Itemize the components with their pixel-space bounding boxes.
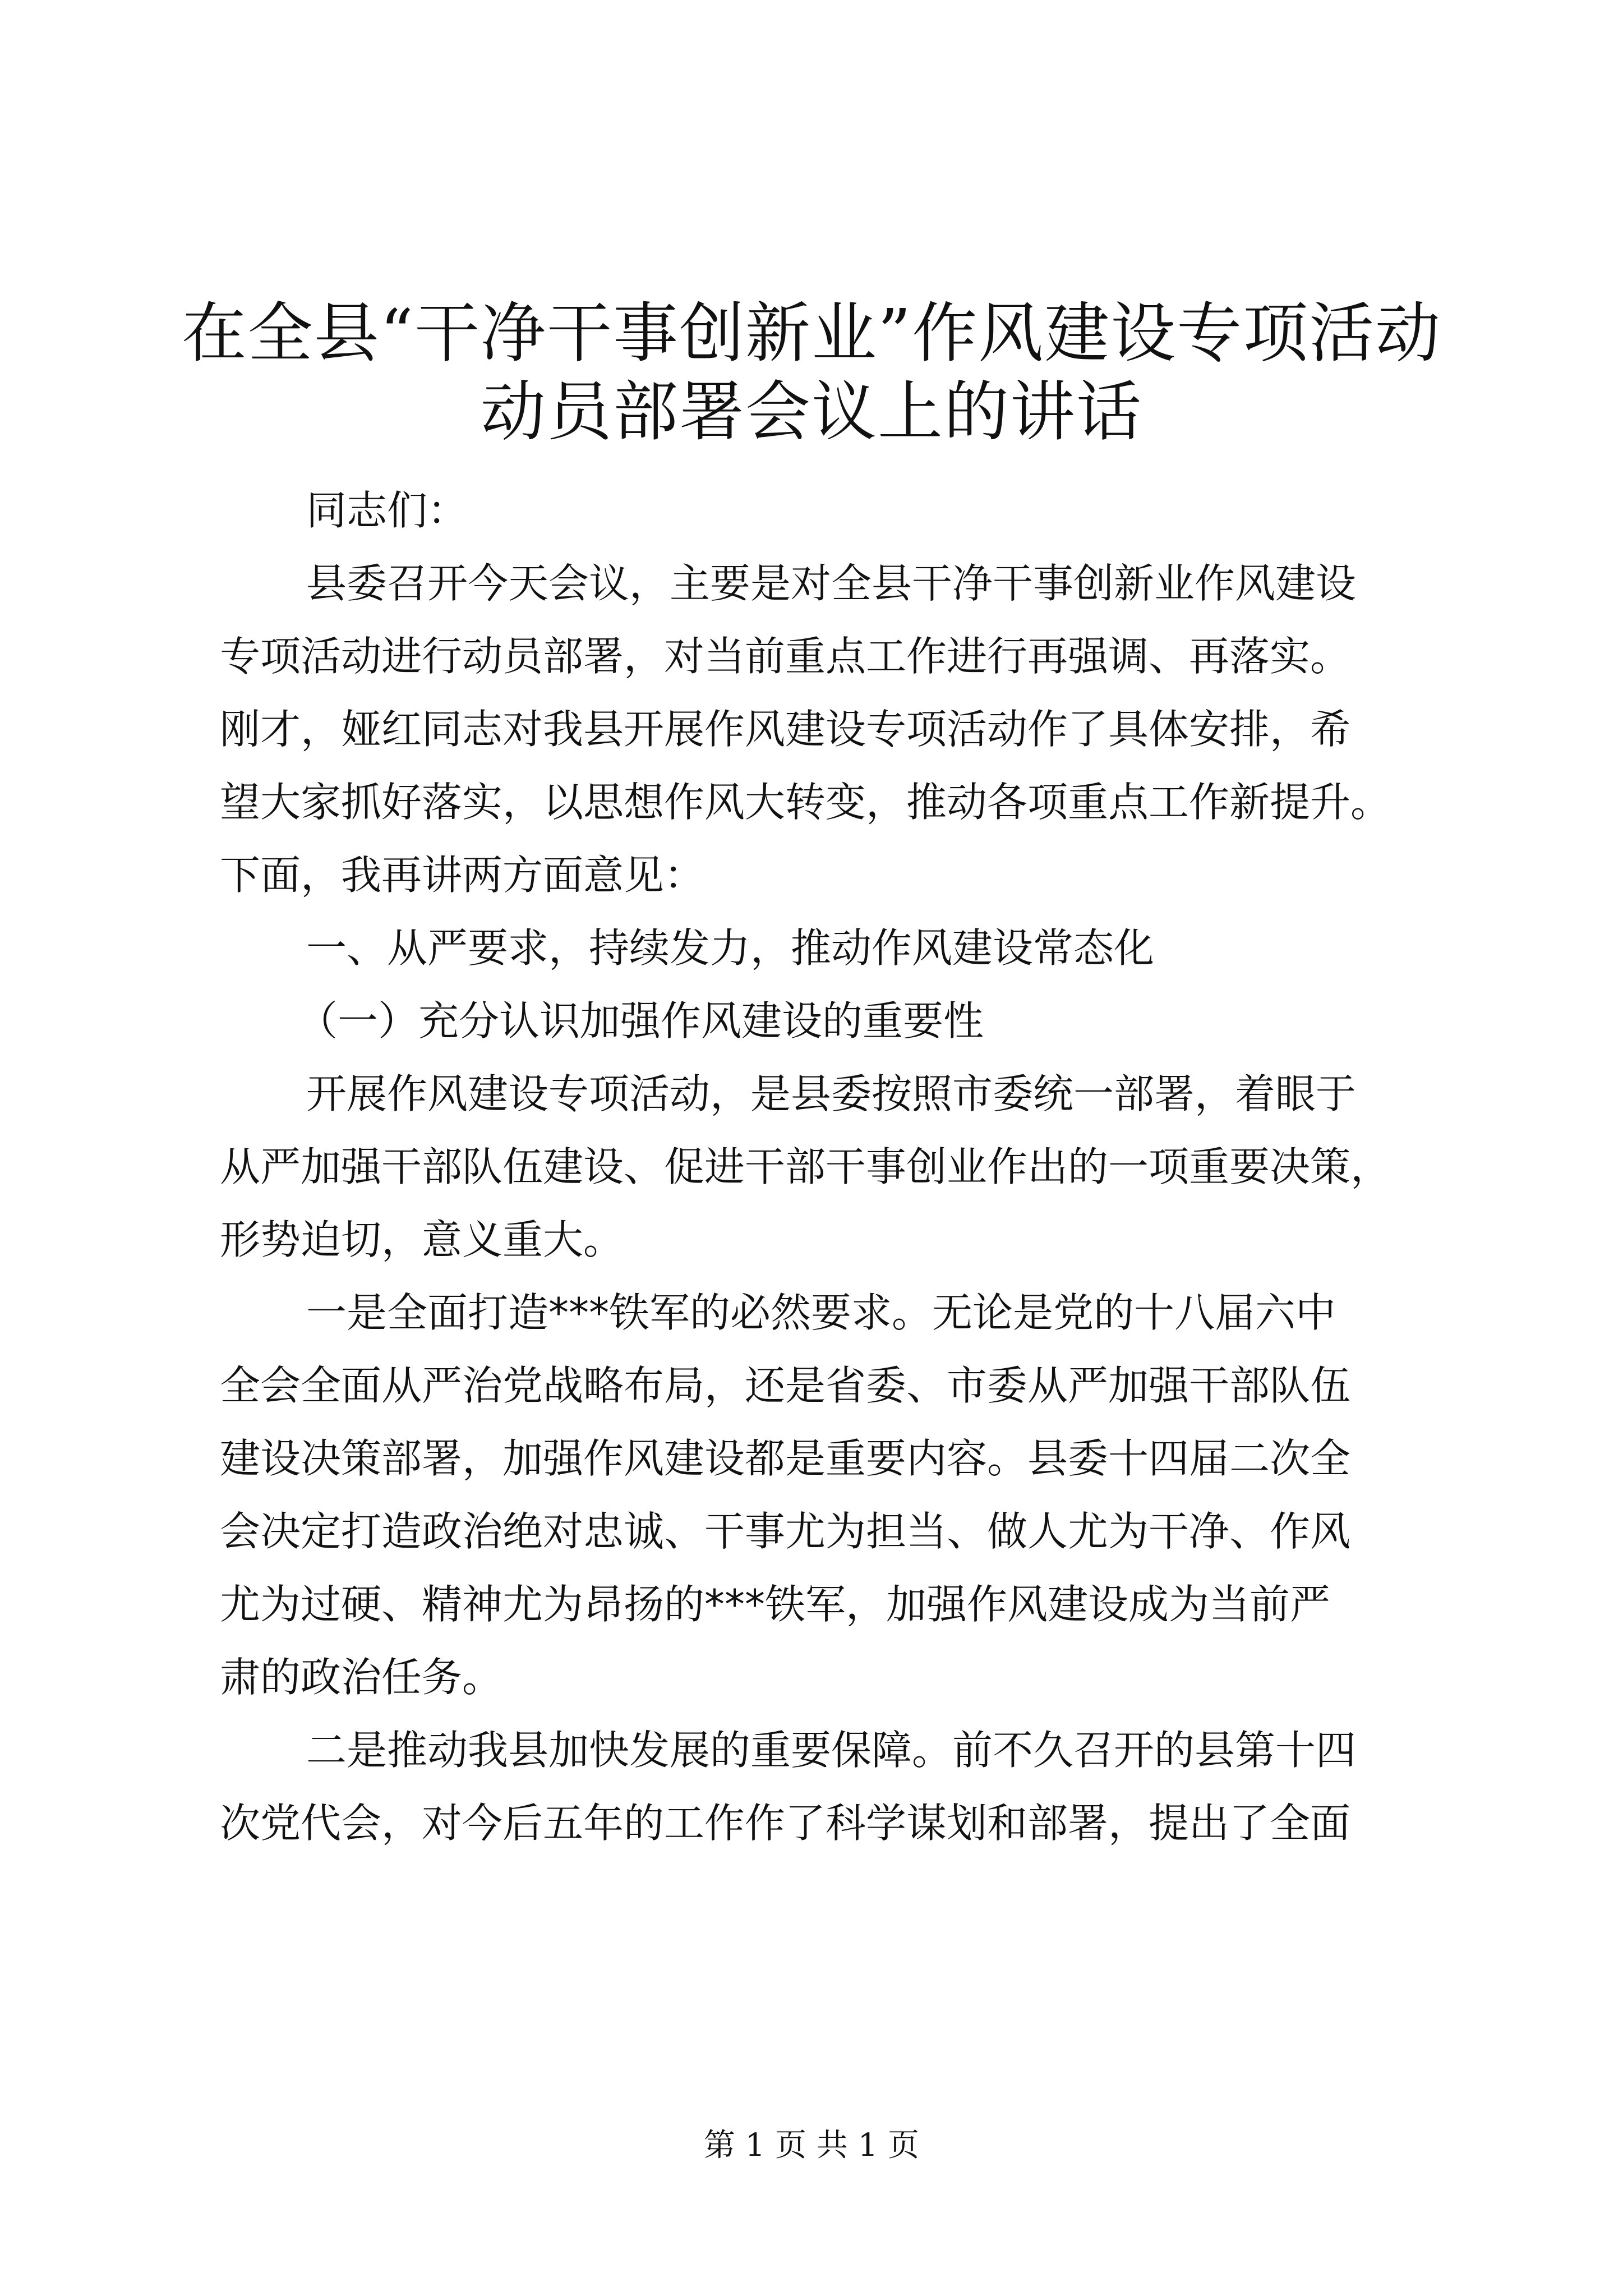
body-line: 开展作风建设专项活动，是县委按照市委统一部署，着眼于	[306, 1070, 1357, 1117]
body-line: 望大家抓好落实，以思想作风大转变，推动各项重点工作新提升。	[220, 779, 1391, 826]
document-title-line-2: 动员部署会议上的讲话	[481, 374, 1142, 450]
body-line: 形势迫切，意义重大。	[220, 1216, 624, 1263]
body-line: 肃的政治任务。	[220, 1654, 503, 1701]
body-line: 县委召开今天会议，主要是对全县干净干事创新业作风建设	[306, 560, 1357, 607]
body-line: 次党代会，对今后五年的工作作了科学谋划和部署，提出了全面	[220, 1800, 1351, 1847]
body-line: 一是全面打造***铁军的必然要求。无论是党的十八届六中	[306, 1289, 1336, 1336]
body-line: 下面，我再讲两方面意见：	[220, 852, 705, 899]
subsection-heading: （一）充分认识加强作风建设的重要性	[297, 997, 984, 1045]
body-line: 全会全面从严治党战略布局，还是省委、市委从严加强干部队伍	[220, 1362, 1351, 1409]
body-line: 二是推动我县加快发展的重要保障。前不久召开的县第十四	[306, 1727, 1357, 1774]
body-line: 同志们：	[306, 487, 468, 534]
section-heading: 一、从严要求，持续发力，推动作风建设常态化	[306, 924, 1155, 972]
body-line: 刚才，娅红同志对我县开展作风建设专项活动作了具体安排，希	[220, 706, 1351, 753]
body-line: 专项活动进行动员部署，对当前重点工作进行再强调、再落实。	[220, 633, 1351, 680]
body-line: 建设决策部署，加强作风建设都是重要内容。县委十四届二次全	[220, 1435, 1351, 1482]
page-number: 第 1 页 共 1 页	[703, 2127, 920, 2164]
body-line: 尤为过硬、精神尤为昂扬的***铁军，加强作风建设成为当前严	[220, 1581, 1331, 1628]
body-line: 会决定打造政治绝对忠诚、干事尤为担当、做人尤为干净、作风	[220, 1508, 1351, 1555]
body-line: 从严加强干部队伍建设、促进干部干事创业作出的一项重要决策，	[220, 1143, 1391, 1190]
document-title-line-1: 在全县“干净干事创新业”作风建设专项活动	[181, 296, 1442, 371]
